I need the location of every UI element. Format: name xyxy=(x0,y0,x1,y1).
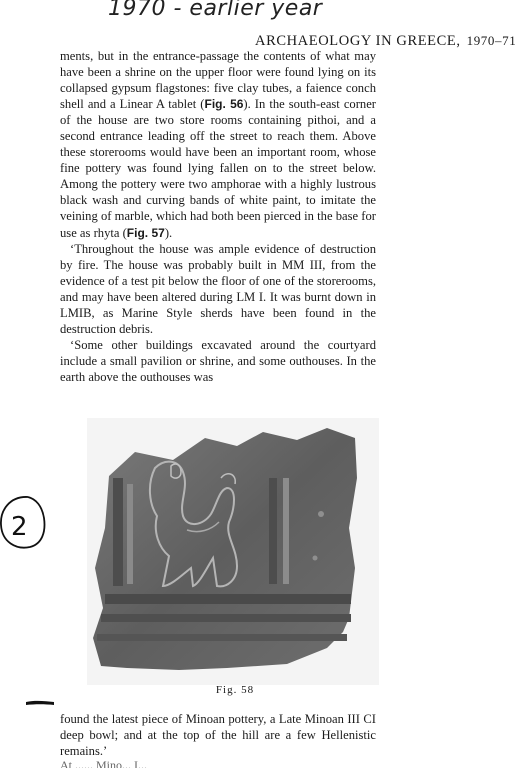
paragraph-1-part-a: ments, but in the entrance-passage the contents of what may have been a shrine on the upper floor were found lying on its collapsed gypsum flagstones: five clay tubes, a faience conch shell and a Linear A tablet ( xyxy=(60,49,376,112)
figure-57-reference: Fig. 57 xyxy=(126,225,165,240)
handwritten-note: 1970 - earlier year xyxy=(108,0,323,21)
paragraph-1-part-c: ). xyxy=(164,225,173,240)
continuation-text xyxy=(60,711,376,759)
continuation-paragraph: found the latest piece of Minoan pottery, a Late Minoan III CI deep bowl; and at the top of the hill are a few Hellenistic remains.’ xyxy=(60,712,376,759)
figure-58-image xyxy=(87,418,379,685)
paragraph-3: ‘Some other buildings excavated around the courtyard include a small pavilion or shrine, and some outhouses. In the earth above the outhouses was xyxy=(60,337,376,384)
cut-off-line: At ...... Mino... I... xyxy=(60,758,147,768)
figure-56-reference: Fig. 56 xyxy=(204,97,244,112)
paragraph-1 xyxy=(60,48,376,241)
margin-mark-number: 2 xyxy=(11,512,28,542)
running-head-title: ARCHAEOLOGY IN GREECE, xyxy=(255,33,461,49)
circled-number-mark xyxy=(0,492,48,554)
margin-dash-mark xyxy=(25,697,55,709)
paragraph-2: ‘Throughout the house was ample evidence of destruction by fire. The house was probably built in MM III, from the evidence of a test pit below the floor of one of the storerooms, and may have been altered during LM I. It was burnt down in LMIB, as Marine Style sherds have been found in the destruction debris. xyxy=(60,241,376,336)
paragraph-1-part-b: ). In the south-east corner of the house are two store rooms containing pithoi, and a second entrance leading off the street to reach them. Above these storerooms would have been an important room, whose fine pottery was found lying fallen on to the street below. Among the pottery were two amphorae with a highly lustrous black wash and curving bands of white paint, to imitate the veining of marble, which had both been pierced in the base for use as rhyta ( xyxy=(60,97,377,240)
running-head-years: 1970–71 xyxy=(466,33,517,48)
body-text xyxy=(60,48,376,385)
figure-caption: Fig. 58 xyxy=(215,684,255,696)
